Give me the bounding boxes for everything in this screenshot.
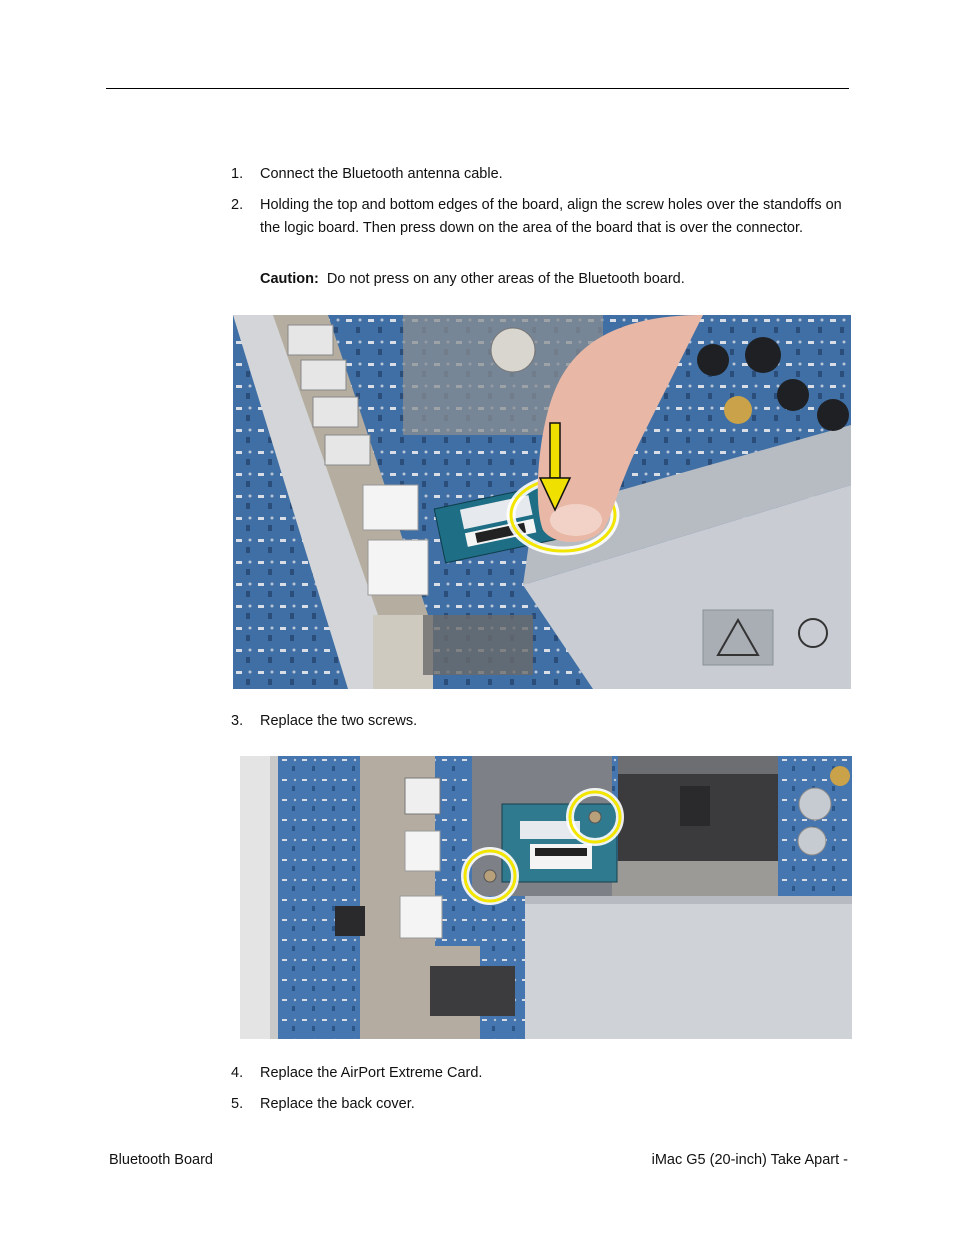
step-text: Holding the top and bottom edges of the board, align the screw holes over the standoffs on the logic board. Then press down on the area of the board that is over the connector. [260, 197, 842, 236]
step-text: Connect the Bluetooth antenna cable. [260, 166, 503, 182]
photo-press-bluetooth-board [233, 315, 851, 689]
photo-replace-screws [240, 756, 852, 1039]
step-number: 5. [231, 1096, 244, 1112]
footer-document-title: iMac G5 (20-inch) Take Apart - [651, 1152, 848, 1168]
footer-section-title: Bluetooth Board [109, 1152, 213, 1168]
caution-text: Do not press on any other areas of the Bluetooth board. [326, 271, 685, 287]
step-number: 2. [231, 197, 244, 213]
step-text: Replace the two screws. [260, 713, 418, 729]
caution-label: Caution: [260, 271, 319, 287]
step-number: 3. [231, 713, 244, 729]
step-text: Replace the AirPort Extreme Card. [260, 1065, 483, 1081]
caution-note [260, 268, 685, 291]
header-rule [106, 88, 849, 89]
step-number: 4. [231, 1065, 244, 1081]
step-number: 1. [231, 166, 244, 182]
step-text: Replace the back cover. [260, 1096, 415, 1112]
